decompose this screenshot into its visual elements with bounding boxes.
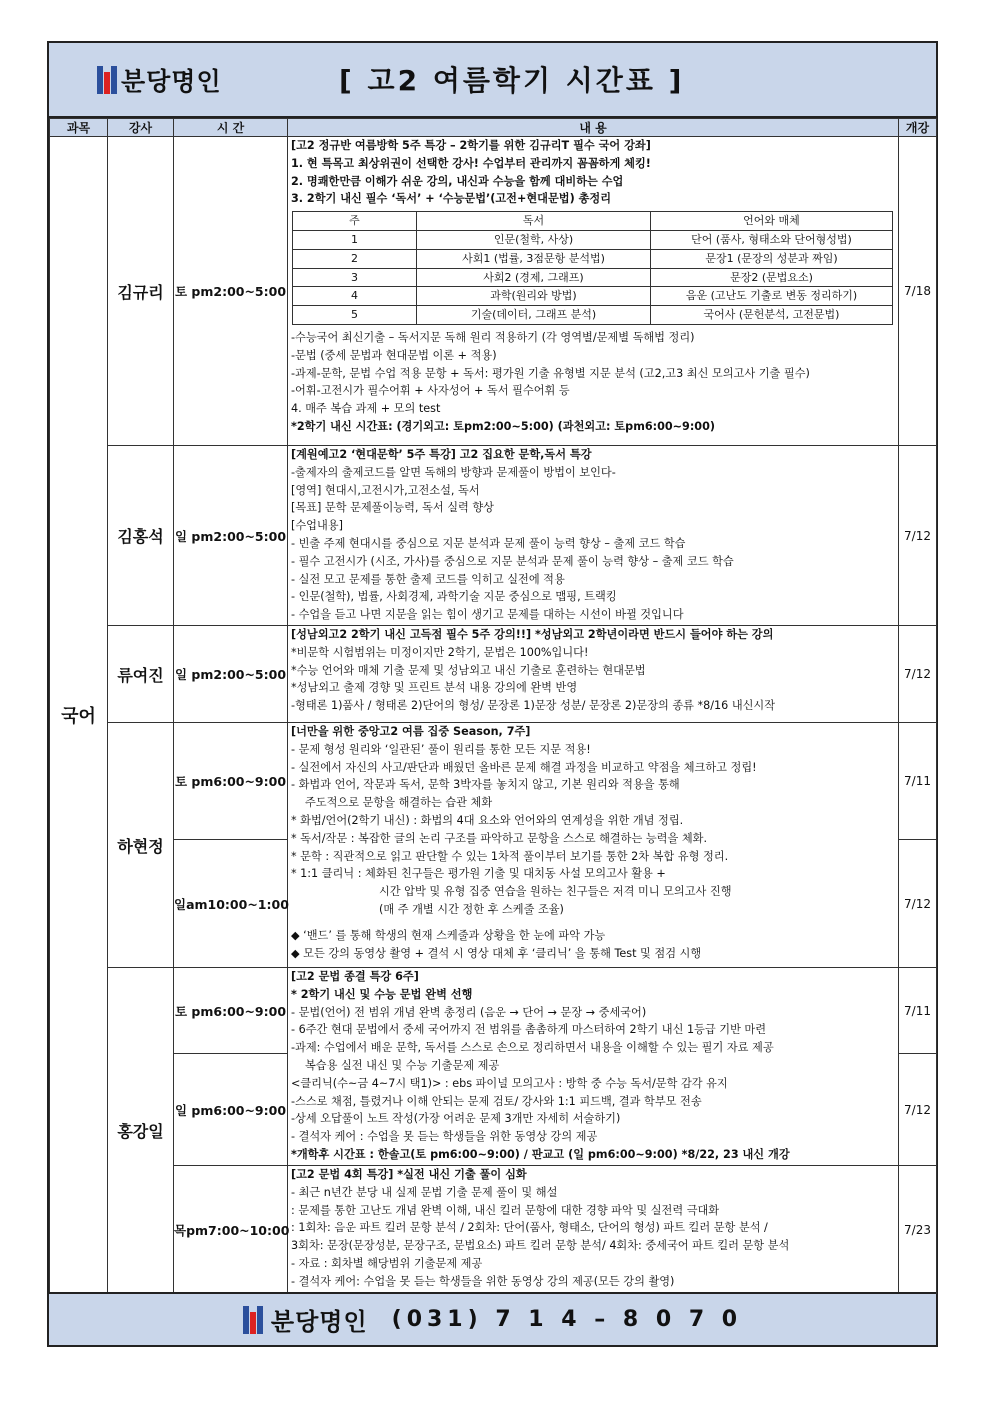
- time-cell: 일am10:00~1:00: [174, 840, 288, 968]
- start-date-cell: 7/11: [899, 723, 937, 840]
- curriculum-table: [292, 211, 893, 325]
- content-line: - 결석자 케어: 수업을 못 듣는 학생들을 위한 동영상 강의 제공(모든 강의 촬영): [291, 1274, 675, 1288]
- content-cell: [288, 968, 899, 1166]
- curriculum-row: [293, 249, 893, 268]
- start-date-cell: 7/12: [899, 840, 937, 968]
- content-line: -문법 (중세 문법과 현대문법 이론 + 적용): [291, 348, 497, 362]
- curriculum-head-cell: 주: [293, 212, 417, 231]
- subject-cell: 국어: [50, 137, 108, 1294]
- content-line: 3. 2학기 내신 필수 ‘독서’ + ‘수능문법’(고전+현대문법) 총정리: [291, 192, 612, 206]
- content-cell: [288, 723, 899, 968]
- content-line: [291, 919, 895, 927]
- teacher-cell: 하현정: [108, 723, 174, 968]
- footer-phone: (031) 7 1 4 – 8 0 7 0: [391, 1307, 743, 1332]
- content-line: *수능 언어와 매체 기출 문제 및 성남외고 내신 기출로 훈련하는 현대문법: [291, 663, 646, 677]
- curriculum-row: [293, 230, 893, 249]
- content-line: - 결석자 케어 : 수업을 못 듣는 학생들을 위한 동영상 강의 제공: [291, 1130, 598, 1144]
- logo: [97, 63, 222, 97]
- col-count: 개강: [899, 119, 937, 137]
- content-line: 복습용 실전 내신 및 수능 기출문제 제공: [305, 1058, 500, 1072]
- content-line: [너만을 위한 중앙고2 여름 집중 Season, 7주]: [291, 725, 531, 738]
- curriculum-cell: 사회2 (경제, 그래프): [417, 268, 651, 287]
- content-line: -수능국어 최신기출 – 독서지문 독해 원리 적용하기 (각 영역별/문제별 독해법 정리): [291, 330, 695, 344]
- table-row: [50, 723, 937, 840]
- content-line: 4. 매주 복습 과제 + 모의 test: [291, 402, 441, 416]
- curriculum-cell: 과학(원리와 방법): [417, 287, 651, 306]
- header: [49, 43, 936, 118]
- curriculum-cell: 5: [293, 306, 417, 325]
- table-row: [50, 446, 937, 626]
- content-line: - 실전에서 자신의 사고/판단과 배웠던 올바른 문제 해결 과정을 비교하고 약점을 체크하고 정립!: [291, 760, 757, 774]
- content-line: * 2학기 내신 및 수능 문법 완벽 선행: [291, 987, 473, 1001]
- content-line: 주도적으로 문항을 해결하는 습관 체화: [305, 796, 493, 810]
- content-line: * 독서/작문 : 복잡한 글의 논리 구조를 파악하고 문항을 스스로 해결하는 능력을 체화.: [291, 831, 707, 845]
- time-cell: 일 pm6:00~9:00: [174, 1054, 288, 1166]
- content-line: [성남외고2 2학기 내신 고득점 필수 5주 강의!!] *성남외고 2학년이라면 반드시 들어야 하는 강의: [291, 628, 774, 641]
- content-line: - 수업을 듣고 나면 지문을 읽는 힘이 생기고 문제를 대하는 시선이 바뀔 것입니다: [291, 608, 684, 622]
- curriculum-head: [293, 212, 893, 231]
- table-row: [50, 968, 937, 1054]
- time-cell: 토 pm6:00~9:00: [174, 723, 288, 840]
- time-cell: 일 pm2:00~5:00: [174, 626, 288, 723]
- curriculum-cell: 2: [293, 249, 417, 268]
- start-date-cell: 7/12: [899, 446, 937, 626]
- table-row: [50, 137, 937, 446]
- content-line: 2. 명쾌한만큼 이해가 쉬운 강의, 내신과 수능을 함께 대비하는 수업: [291, 174, 624, 188]
- content-line: -출제자의 출제코드를 알면 독해의 방향과 문제풀이 방법이 보인다-: [291, 465, 616, 479]
- content-line: [계원예고2 ‘현대문학’ 5주 특강] 고2 집요한 문학,독서 특강: [291, 448, 592, 461]
- content-line: : 문제를 통한 고난도 개념 완벽 이해, 내신 킬러 문항에 대한 경향 파악 및 실전력 극대화: [291, 1203, 720, 1217]
- time-cell: 토 pm6:00~9:00: [174, 968, 288, 1054]
- teacher-cell: 류여진: [108, 626, 174, 723]
- content-cell: [288, 1166, 899, 1294]
- curriculum-cell: 단어 (품사, 형태소와 단어형성법): [651, 230, 893, 249]
- content-line: - 6주간 현대 문법에서 중세 국어까지 전 범위를 촘촘하게 마스터하여 2학기 내신 1등급 기반 마련: [291, 1023, 767, 1037]
- time-cell: 일 pm2:00~5:00: [174, 446, 288, 626]
- col-teacher: 강사: [108, 119, 174, 137]
- curriculum-head-cell: 언어와 매체: [651, 212, 893, 231]
- start-date-cell: 7/18: [899, 137, 937, 446]
- content-line: 시간 압박 및 유형 집중 연습을 원하는 친구들은 저격 미니 모의고사 진행: [379, 885, 732, 899]
- start-date-cell: 7/23: [899, 1166, 937, 1294]
- logo-text: 분당명인: [121, 67, 222, 96]
- table-row: [50, 626, 937, 723]
- content-line: * 문학 : 직관적으로 읽고 판단할 수 있는 1차적 풀이부터 보기를 통한 2차 복합 유형 정리.: [291, 849, 729, 863]
- curriculum-head-cell: 독서: [417, 212, 651, 231]
- content-line: 3회차: 문장(문장성분, 문장구조, 문법요소) 파트 킬러 문항 분석/ 4회차: 중세국어 파트 킬러 문항 분석: [291, 1239, 790, 1253]
- schedule-table: [49, 118, 937, 1294]
- schedule-page: [47, 41, 938, 1347]
- content-line: (매 주 개별 시간 정한 후 스케줄 조율): [379, 902, 564, 916]
- col-time: 시 간: [174, 119, 288, 137]
- content-line: [고2 정규반 여름방학 5주 특강 – 2학기를 위한 김규리T 필수 국어 강좌]: [291, 139, 651, 152]
- content-line: [고2 문법 종결 특강 6주]: [291, 970, 419, 983]
- content-line: - 빈출 주제 현대시를 중심으로 지문 분석과 문제 풀이 능력 향상 – 출제 코드 학습: [291, 536, 686, 550]
- content-line: -스스로 채점, 틀렸거나 이해 안되는 문제 검토/ 강사와 1:1 피드백, 결과 학부모 전송: [291, 1094, 702, 1108]
- curriculum-cell: 국어사 (문헌분석, 고전문법): [651, 306, 893, 325]
- content-line: - 문법(언어) 전 범위 개념 완벽 총정리 (음운 → 단어 → 문장 → 중세국어): [291, 1005, 647, 1019]
- curriculum-cell: 4: [293, 287, 417, 306]
- academy-logo-icon: [243, 1306, 263, 1334]
- content-line: -과제-문학, 문법 수업 적용 문항 + 독서: 평가원 기출 유형별 지문 분석 (고2,고3 최신 모의고사 기출 필수): [291, 366, 810, 380]
- footer: [49, 1292, 936, 1345]
- curriculum-cell: 음운 (고난도 기출로 변동 정리하기): [651, 287, 893, 306]
- content-line: - 인문(철학), 법률, 사회경제, 과학기술 지문 중심으로 맵핑, 트랙킹: [291, 590, 617, 604]
- start-date-cell: 7/11: [899, 968, 937, 1054]
- content-line: -어휘-고전시가 필수어휘 + 사자성어 + 독서 필수어휘 등: [291, 384, 570, 398]
- col-subject: 과목: [50, 119, 108, 137]
- content-line: <클리닉(수~금 4~7시 택1)> : ebs 파이널 모의고사 : 방학 중 수능 독서/문학 감각 유지: [291, 1076, 728, 1090]
- content-line: * 화법/언어(2학기 내신) : 화법의 4대 요소와 언어와의 연계성을 위한 개념 정립.: [291, 813, 684, 827]
- content-line: -과제: 수업에서 배운 문학, 독서를 스스로 손으로 정리하면서 내용을 이해할 수 있는 필기 자료 제공: [291, 1041, 774, 1055]
- content-cell: [288, 137, 899, 446]
- table-header-row: [50, 119, 937, 137]
- table-row: [50, 1166, 937, 1294]
- content-line: *2학기 내신 시간표: (경기외고: 토pm2:00~5:00) (과천외고: 토pm6:00~9:00): [291, 419, 715, 433]
- time-cell: 토 pm2:00~5:00: [174, 137, 288, 446]
- time-cell: 목pm7:00~10:00: [174, 1166, 288, 1294]
- curriculum-cell: 기술(데이터, 그래프 분석): [417, 306, 651, 325]
- content-line: *개학후 시간표 : 한솔고(토 pm6:00~9:00) / 판교고 (일 pm6:00~9:00) *8/22, 23 내신 개강: [291, 1147, 790, 1161]
- content-cell: [288, 446, 899, 626]
- curriculum-row: [293, 268, 893, 287]
- content-line: - 최근 n년간 분당 내 실제 문법 기출 문제 풀이 및 해설: [291, 1185, 558, 1199]
- content-line: - 화법과 언어, 작문과 독서, 문학 3박자를 놓치지 않고, 기본 원리와 적용을 통해: [291, 778, 680, 792]
- teacher-cell: 김홍석: [108, 446, 174, 626]
- curriculum-cell: 인문(철학, 사상): [417, 230, 651, 249]
- start-date-cell: 7/12: [899, 626, 937, 723]
- content-line: -형태론 1)품사 / 형태론 2)단어의 형성/ 문장론 1)문장 성분/ 문장론 2)문장의 종류 *8/16 내신시작: [291, 699, 776, 713]
- content-line: 1. 현 특목고 최상위권이 선택한 강사! 수업부터 관리까지 꼼꼼하게 체킹!: [291, 156, 651, 170]
- curriculum-row: [293, 287, 893, 306]
- content-line: ◆ 모든 강의 동영상 촬영 + 결석 시 영상 대체 후 ‘클리닉’ 을 통해 Test 및 점검 시행: [291, 946, 702, 960]
- content-line: : 1회차: 음운 파트 킬러 문항 분석 / 2회차: 단어(품사, 형태소, 단어의 형성) 파트 킬러 문항 분석 /: [291, 1221, 768, 1235]
- content-line: - 자료 : 회차별 해당범위 기출문제 제공: [291, 1256, 483, 1270]
- curriculum-cell: 문장1 (문장의 성분과 짜임): [651, 249, 893, 268]
- col-content: 내 용: [288, 119, 899, 137]
- content-line: [수업내용]: [291, 519, 343, 533]
- content-line: [영역] 현대시,고전시가,고전소설, 독서: [291, 483, 480, 497]
- content-line: * 1:1 클리닉 : 체화된 친구들은 평가원 기출 및 대치동 사설 모의고사 활용 +: [291, 867, 666, 881]
- academy-logo-icon: [97, 66, 117, 94]
- content-line: [목표] 문학 문제풀이능력, 독서 실력 향상: [291, 501, 494, 515]
- footer-academy-name: 분당명인: [270, 1308, 368, 1336]
- content-line: [고2 문법 4회 특강] *실전 내신 기출 풀이 심화: [291, 1168, 527, 1181]
- teacher-cell: 홍강일: [108, 968, 174, 1294]
- content-line: - 실전 모고 문제를 통한 출제 코드를 익히고 실전에 적용: [291, 572, 565, 586]
- curriculum-cell: 3: [293, 268, 417, 287]
- content-line: - 문제 형성 원리와 ‘일관된’ 풀이 원리를 통한 모든 지문 적용!: [291, 742, 591, 756]
- content-cell: [288, 626, 899, 723]
- content-line: *비문학 시험범위는 미정이지만 2학기, 문법은 100%입니다!: [291, 645, 589, 659]
- content-line: -상세 오답풀이 노트 작성(가장 어려운 문제 3개만 자세히 서술하기): [291, 1112, 621, 1126]
- content-line: *성남외고 출제 경향 및 프린트 분석 내용 강의에 완벽 반영: [291, 681, 578, 695]
- content-line: - 필수 고전시가 (시조, 가사)를 중심으로 지문 분석과 문제 풀이 능력 향상 – 출제 코드 학습: [291, 554, 734, 568]
- content-line: ◆ ‘밴드’ 를 통해 학생의 현재 스케줄과 상황을 한 눈에 파악 가능: [291, 928, 606, 942]
- page-title: [ 고2 여름학기 시간표 ]: [339, 64, 685, 97]
- curriculum-cell: 사회1 (법률, 3점문항 분석법): [417, 249, 651, 268]
- curriculum-row: [293, 306, 893, 325]
- curriculum-cell: 문장2 (문법요소): [651, 268, 893, 287]
- curriculum-cell: 1: [293, 230, 417, 249]
- start-date-cell: 7/12: [899, 1054, 937, 1166]
- teacher-cell: 김규리: [108, 137, 174, 446]
